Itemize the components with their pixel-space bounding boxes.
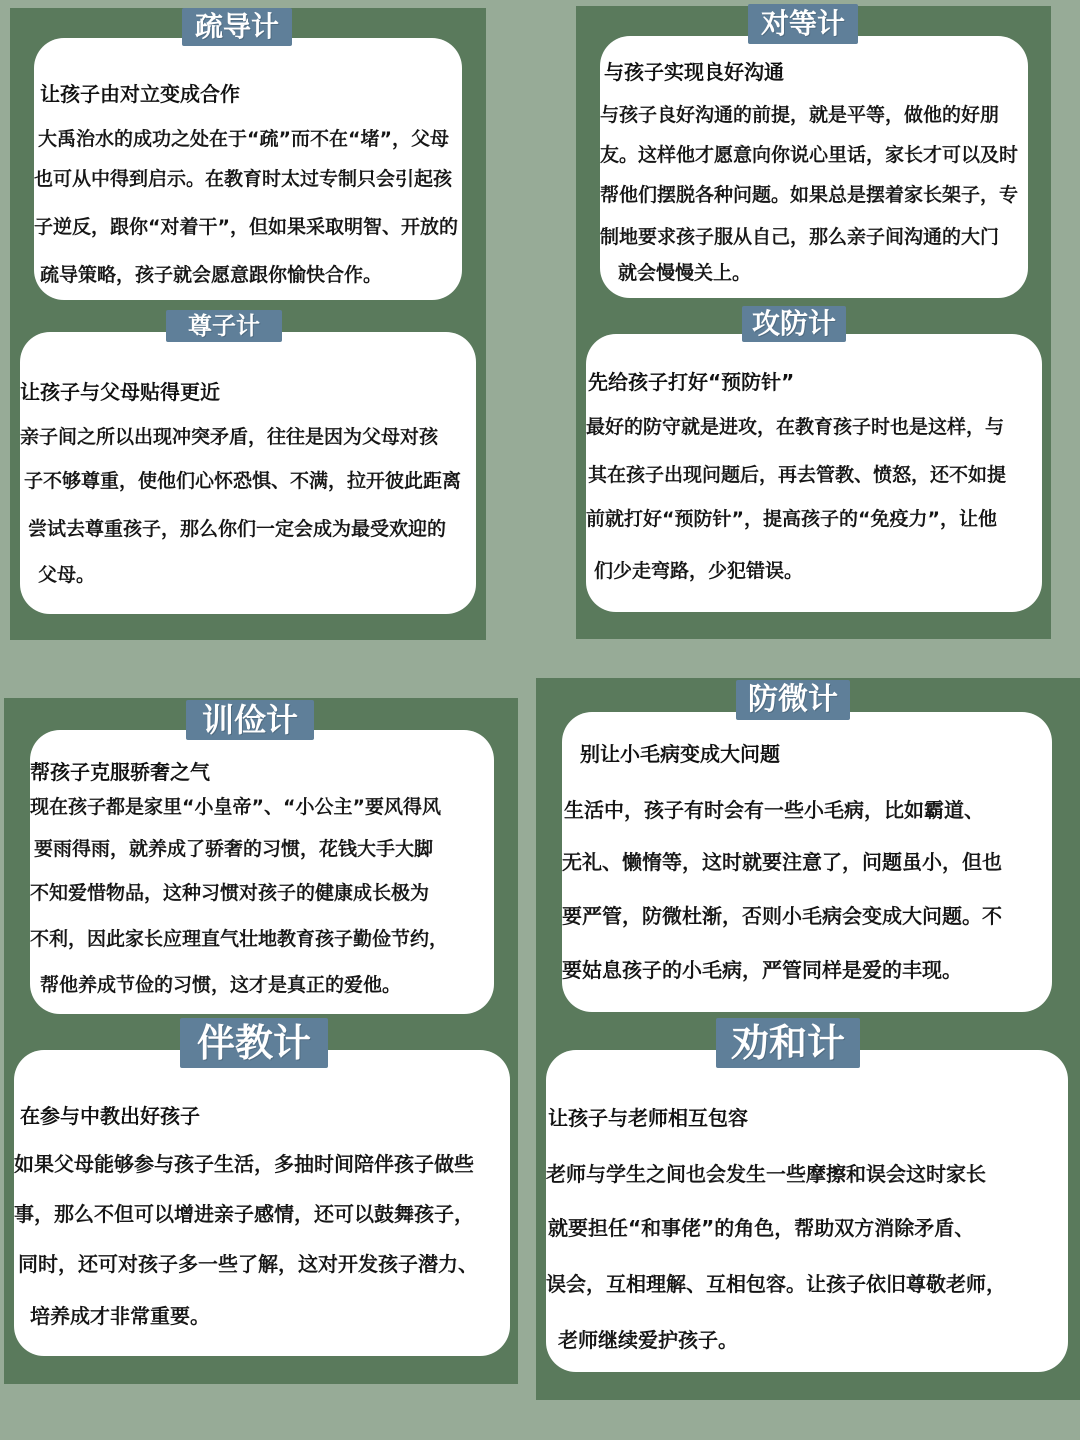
card-gongfang xyxy=(586,334,1042,612)
card-line: 帮他养成节俭的习惯，这才是真正的爱他。 xyxy=(40,974,402,996)
section-title-duideng: 对等计 xyxy=(748,4,858,44)
card-line: 不利，因此家长应理直气壮地教育孩子勤俭节约， xyxy=(30,928,449,950)
card-line: 最好的防守就是进攻，在教育孩子时也是这样，与 xyxy=(586,416,1005,438)
card-line: 友。这样他才愿意向你说心里话，家长才可以及时 xyxy=(600,144,1019,166)
card-line: 如果父母能够参与孩子生活，多抽时间陪伴孩子做些 xyxy=(14,1152,474,1176)
card-line: 就会慢慢关上。 xyxy=(618,262,752,284)
card-quanhe xyxy=(546,1050,1068,1372)
card-subtitle: 在参与中教出好孩子 xyxy=(20,1104,200,1128)
card-subtitle: 让孩子由对立变成合作 xyxy=(40,82,240,106)
card-xunjian xyxy=(30,730,494,1014)
card-shudao xyxy=(34,38,462,300)
card-line: 不知爱惜物品，这种习惯对孩子的健康成长极为 xyxy=(30,882,430,904)
card-line: 要姑息孩子的小毛病，严管同样是爱的丰现。 xyxy=(562,958,962,982)
card-line: 大禹治水的成功之处在于“疏”而不在“堵”，父母 xyxy=(38,128,449,150)
card-line: 同时，还可对孩子多一些了解，这对开发孩子潜力、 xyxy=(18,1252,478,1276)
section-title-fangwei: 防微计 xyxy=(736,680,850,720)
card-line: 前就打好“预防针”，提高孩子的“免疫力”，让他 xyxy=(586,508,997,530)
card-line: 亲子间之所以出现冲突矛盾，往往是因为父母对孩 xyxy=(20,426,439,448)
section-title-banjiao: 伴教计 xyxy=(180,1018,328,1068)
card-line: 其在孩子出现问题后，再去管教、愤怒，还不如提 xyxy=(588,464,1007,486)
card-line: 也可从中得到启示。在教育时太过专制只会引起孩 xyxy=(34,168,453,190)
section-title-zunzi: 尊子计 xyxy=(166,310,282,342)
card-subtitle: 让孩子与老师相互包容 xyxy=(548,1106,748,1130)
card-line: 疏导策略，孩子就会愿意跟你愉快合作。 xyxy=(40,264,383,286)
card-line: 们少走弯路，少犯错误。 xyxy=(594,560,804,582)
card-line: 父母。 xyxy=(38,564,96,586)
card-line: 培养成才非常重要。 xyxy=(30,1304,210,1328)
section-title-shudao: 疏导计 xyxy=(182,8,292,46)
card-line: 制地要求孩子服从自己，那么亲子间沟通的大门 xyxy=(600,226,1000,248)
card-line: 帮他们摆脱各种问题。如果总是摆着家长架子，专 xyxy=(600,184,1019,206)
card-line: 子不够尊重，使他们心怀恐惧、不满，拉开彼此距离 xyxy=(24,470,462,492)
card-subtitle: 先给孩子打好“预防针” xyxy=(588,370,795,394)
card-line: 误会，互相理解、互相包容。让孩子依旧尊敬老师， xyxy=(546,1272,1006,1296)
card-banjiao xyxy=(14,1050,510,1356)
card-line: 要雨得雨，就养成了骄奢的习惯，花钱大手大脚 xyxy=(34,838,434,860)
card-subtitle: 让孩子与父母贴得更近 xyxy=(20,380,220,404)
card-subtitle: 别让小毛病变成大问题 xyxy=(580,742,780,766)
card-line: 子逆反，跟你“对着干”，但如果采取明智、开放的 xyxy=(34,216,458,238)
card-fangwei xyxy=(562,712,1052,1012)
card-line: 尝试去尊重孩子，那么你们一定会成为最受欢迎的 xyxy=(28,518,447,540)
card-line: 老师与学生之间也会发生一些摩擦和误会这时家长 xyxy=(546,1162,986,1186)
section-title-quanhe: 劝和计 xyxy=(716,1018,860,1068)
card-line: 与孩子良好沟通的前提，就是平等，做他的好朋 xyxy=(600,104,1000,126)
card-line: 就要担任“和事佬”的角色，帮助双方消除矛盾、 xyxy=(548,1216,975,1240)
card-line: 生活中，孩子有时会有一些小毛病，比如霸道、 xyxy=(564,798,984,822)
card-subtitle: 与孩子实现良好沟通 xyxy=(604,60,784,84)
card-line: 老师继续爱护孩子。 xyxy=(558,1328,738,1352)
card-zunzi xyxy=(20,332,476,614)
section-title-gongfang: 攻防计 xyxy=(742,306,846,342)
section-title-xunjian: 训俭计 xyxy=(186,700,314,740)
card-line: 事，那么不但可以增进亲子感情，还可以鼓舞孩子， xyxy=(14,1202,474,1226)
card-line: 要严管，防微杜渐，否则小毛病会变成大问题。不 xyxy=(562,904,1002,928)
card-subtitle: 帮孩子克服骄奢之气 xyxy=(30,760,210,784)
card-line: 现在孩子都是家里“小皇帝”、“小公主”要风得风 xyxy=(30,796,441,818)
card-line: 无礼、懒惰等，这时就要注意了，问题虽小，但也 xyxy=(562,850,1002,874)
card-duideng xyxy=(600,36,1028,298)
